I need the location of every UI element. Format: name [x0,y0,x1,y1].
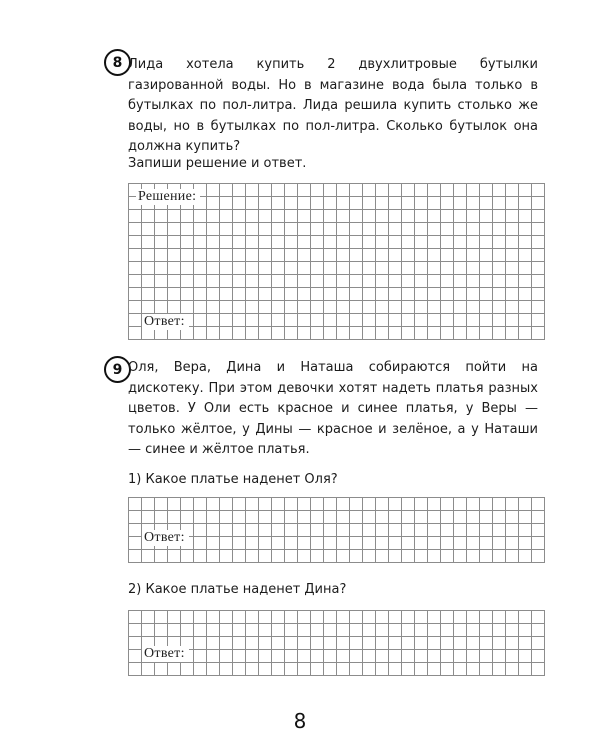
task-9-answer-1-label: Ответ: [142,530,189,546]
task-8-instruction: Запиши решение и ответ. [128,156,307,171]
task-9-answer-2-label: Ответ: [142,646,189,662]
task-8-solution-grid[interactable] [128,183,545,340]
task-8-number: 8 [104,49,131,76]
task-9-answer-1-grid[interactable] [128,497,545,563]
task-9-question-2: 2) Какое платье наденет Дина? [128,582,347,597]
task-9-answer-2-grid[interactable] [128,610,545,676]
page-number: 8 [293,709,307,733]
task-9-text: Оля, Вера, Дина и Наташа собираются пойти на дискотеку. При этом девочки хотят надеть платья разных цветов. У Оли есть красное и синее платья, у Веры — только жёлтое, у Дины — красное и зелёное, а у Наташи — синее и жёлтое платья. [128,360,538,457]
task-9-question-1: 1) Какое платье наденет Оля? [128,472,338,487]
task-9-number: 9 [104,356,131,383]
task-8-answer-label: Ответ: [142,314,189,330]
solution-label: Решение: [136,189,200,205]
task-8-text: Лида хотела купить 2 двухлитровые бутылки газированной воды. Но в магазине вода была только в бутылках по пол-литра. Лида решила купить столько же воды, но в бутылках по пол-литра. Сколько бутылок она должна купить? [128,57,538,154]
